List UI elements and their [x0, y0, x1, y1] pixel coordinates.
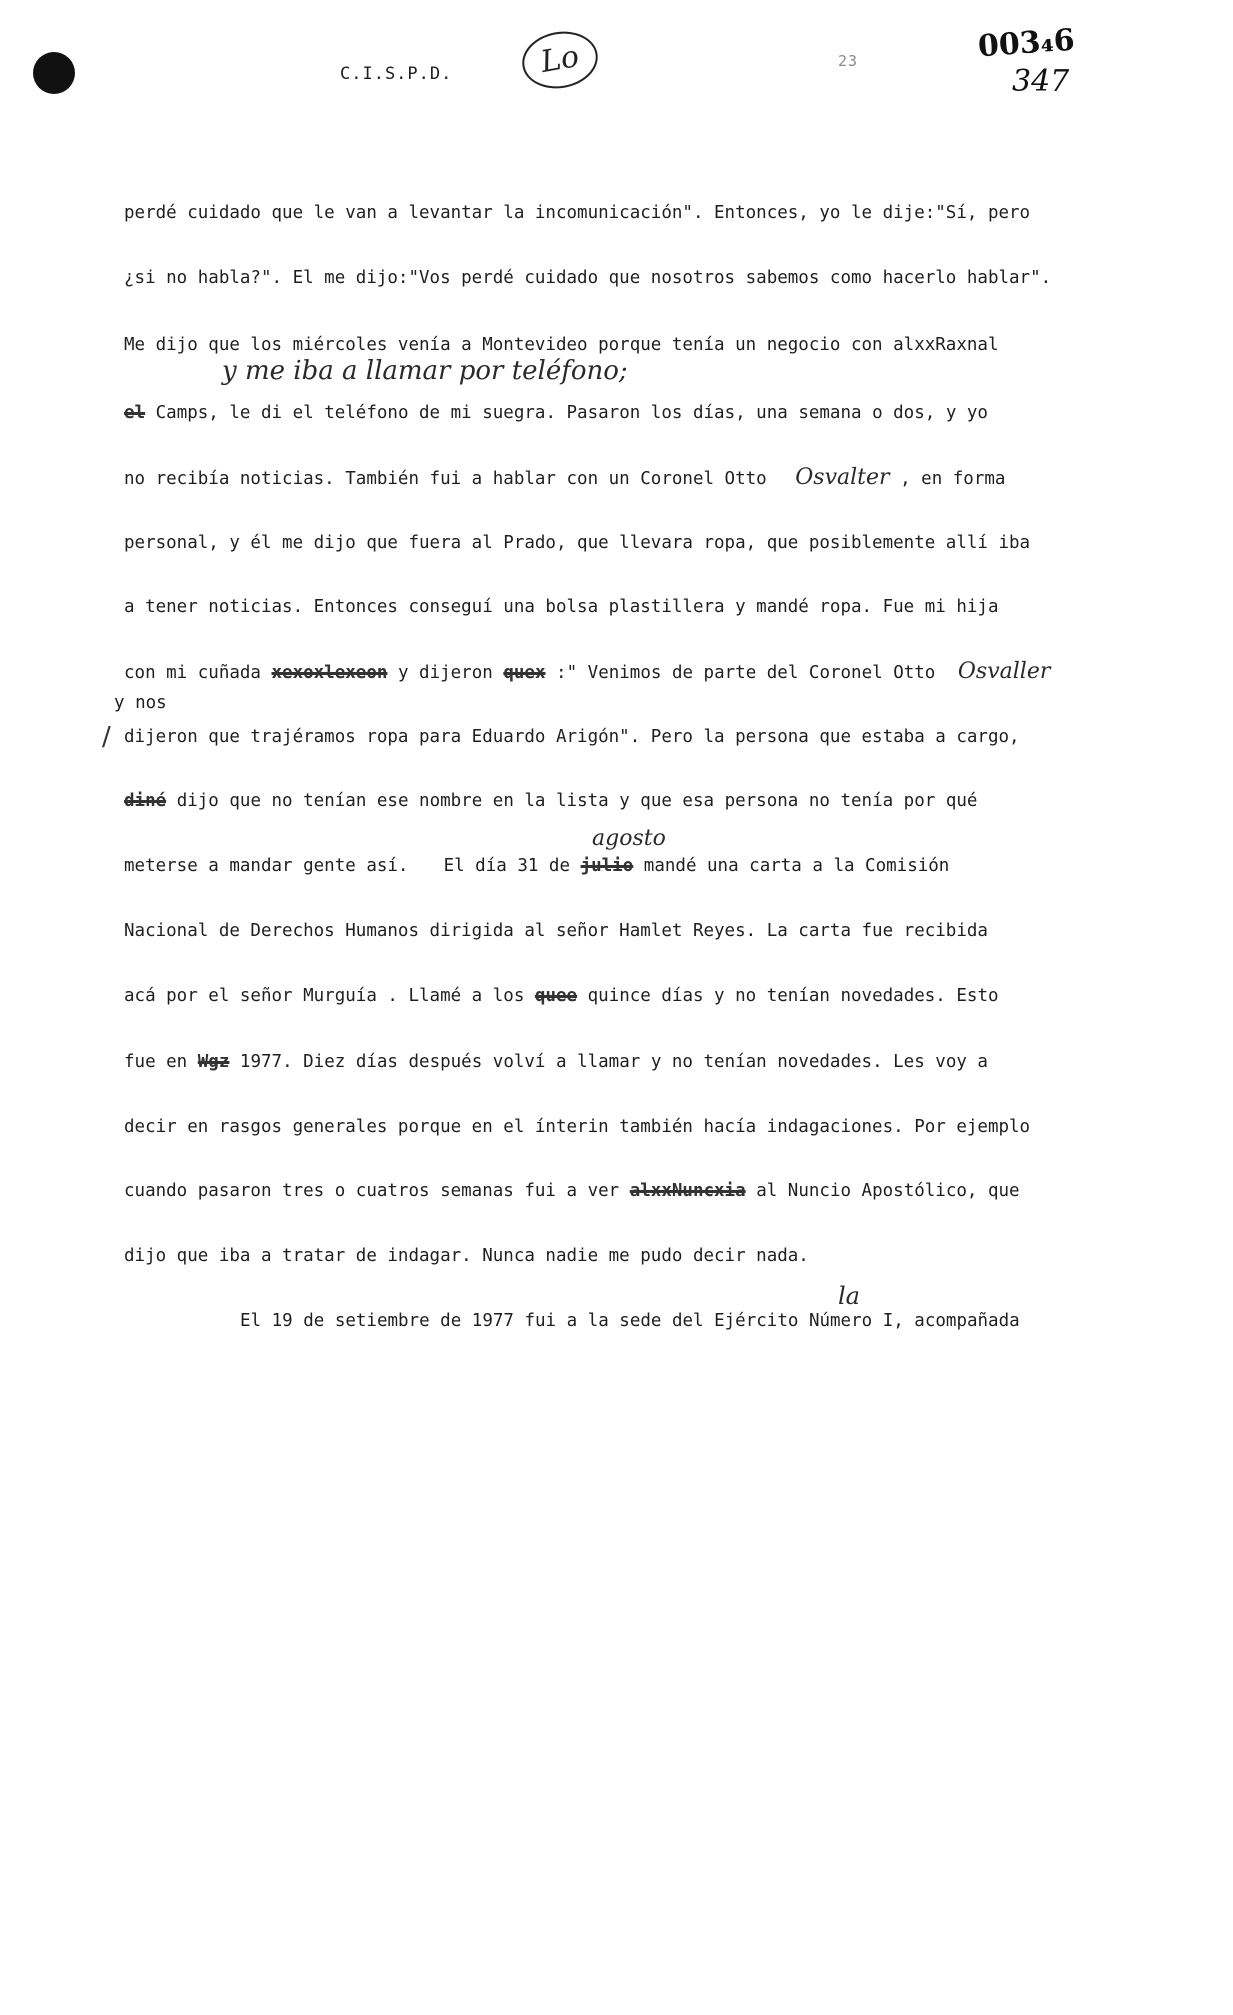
text-line-18: El 19 de setiembre de 1977 fui a la sede del Ejército Número I, acompañada [240, 1311, 1020, 1331]
text-line-11b: El día 31 de [443, 856, 571, 876]
struck-word-2: quex [503, 663, 546, 683]
text-line-1: perdé cuidado que le van a levantar la incomunicación". Entonces, yo le dije:"Sí, pero [124, 203, 1031, 223]
text-line-7: a tener noticias. Entonces conseguí una bolsa plastillera y mandé ropa. Fue mi hija [124, 597, 999, 617]
text-line-9: dijeron que trajéramos ropa para Eduardo Arigón". Pero la persona que estaba a cargo, [124, 727, 1020, 747]
text-line-5b: , en forma [900, 469, 1006, 489]
text-line-3: Me dijo que los miércoles venía a Montevideo porque tenía un negocio con alxxRaxnal [124, 335, 999, 355]
punch-hole [33, 52, 75, 94]
text-line-13-wrap [124, 985, 999, 1007]
text-line-15: decir en rasgos generales porque en el ínterin también hacía indagaciones. Por ejemplo [124, 1117, 1031, 1137]
archive-code: C.I.S.P.D. [340, 64, 453, 84]
struck-word-3: diné [124, 791, 167, 811]
handwritten-name-1: Osvalter [795, 465, 890, 490]
folio-number: 347 [1012, 64, 1070, 99]
text-line-14b: 1977. Diez días después volví a llamar y no tenían novedades. Les voy a [239, 1052, 988, 1072]
text-line-4-wrap [124, 402, 988, 424]
text-line-11-wrap [124, 855, 949, 877]
struck-word-7: Wgz [197, 1052, 230, 1072]
struck-word-6: alxxNuncxia [629, 1181, 746, 1201]
text-line-16a: cuando pasaron tres o cuatros semanas fui a ver [124, 1181, 620, 1201]
text-line-6: personal, y él me dijo que fuera al Prado, que llevara ropa, que posiblemente allí iba [124, 533, 1031, 553]
small-page-number: 23 [838, 52, 859, 70]
text-line-11a: meterse a mandar gente así. [124, 856, 409, 876]
text-line-14a: fue en [124, 1052, 188, 1072]
text-line-8-wrap [124, 661, 1050, 684]
stamp-number: 003₄6 [976, 22, 1076, 65]
text-line-8a: con mi cuñada [124, 663, 261, 683]
handwritten-month: agosto [592, 826, 666, 851]
struck-word-1: xexoxlexeon [271, 663, 388, 683]
text-line-16b: al Nuncio Apostólico, que [756, 1181, 1020, 1201]
struck-word-5: el [124, 403, 146, 423]
text-line-14-wrap [124, 1051, 988, 1073]
text-line-2: ¿si no habla?". El me dijo:"Vos perdé cuidado que nosotros sabemos como hacerlo hablar". [124, 268, 1052, 288]
handwritten-name-2: Osvaller [957, 659, 1051, 684]
text-line-12: Nacional de Derechos Humanos dirigida al señor Hamlet Reyes. La carta fue recibida [124, 921, 988, 941]
text-line-4: Camps, le di el teléfono de mi suegra. Pasaron los días, una semana o dos, y yo [155, 403, 988, 423]
struck-word-4: quee [534, 986, 578, 1006]
margin-slash: / [102, 722, 111, 752]
struck-word-8: julio [580, 856, 634, 876]
text-line-13a: acá por el señor Murguía . Llamé a los [124, 986, 525, 1006]
handwritten-insert: y me iba a llamar por teléfono; [222, 356, 628, 386]
handwritten-article: la [838, 1282, 860, 1310]
text-line-10: dijo que no tenían ese nombre en la lista y que esa persona no tenía por qué [176, 791, 978, 811]
text-line-10-wrap [124, 790, 977, 812]
text-line-11c: mandé una carta a la Comisión [643, 856, 950, 876]
text-line-5-wrap [124, 467, 1005, 490]
text-line-8d: y nos [114, 693, 167, 713]
text-line-16-wrap [124, 1180, 1020, 1202]
text-line-13b: quince días y no tenían novedades. Esto [587, 986, 999, 1006]
text-line-17: dijo que iba a tratar de indagar. Nunca nadie me pudo decir nada. [124, 1246, 809, 1266]
text-line-8c: :" Venimos de parte del Coronel Otto [556, 663, 936, 683]
text-line-8b: y dijeron [397, 663, 493, 683]
circled-number: Lo [518, 26, 603, 94]
text-line-5: no recibía noticias. También fui a hablar con un Coronel Otto [124, 469, 767, 489]
